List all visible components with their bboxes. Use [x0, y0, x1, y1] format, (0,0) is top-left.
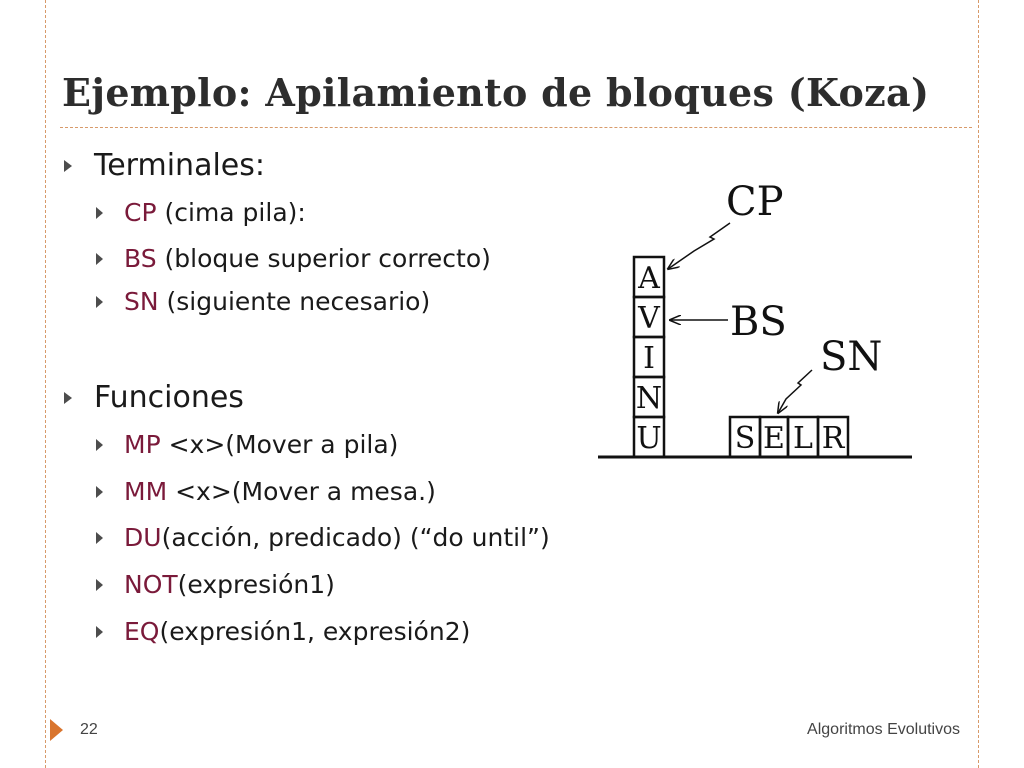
stack-block-label: V: [638, 301, 660, 336]
cp-arrow: [668, 223, 730, 269]
function-keyword: MP: [124, 430, 161, 459]
function-description: <x>(Mover a pila): [160, 430, 399, 459]
bullet-arrow-icon: [96, 486, 103, 498]
terminales-heading-text: Terminales:: [94, 148, 265, 183]
funciones-heading: [94, 380, 244, 415]
stack: [634, 257, 664, 457]
terminal-keyword: SN: [124, 287, 159, 316]
function-description: (expresión1): [177, 570, 335, 599]
terminal-description: (bloque superior correcto): [156, 244, 491, 273]
table-row-blocks: [730, 417, 848, 457]
footer-title: Algoritmos Evolutivos: [807, 721, 960, 738]
terminal-keyword: CP: [124, 198, 157, 227]
bullet-arrow-icon: [96, 296, 103, 308]
stack-block-label: U: [636, 421, 662, 456]
funciones-heading-text: Funciones: [94, 380, 244, 415]
table-block-label: L: [793, 421, 813, 456]
table-block-label: E: [763, 421, 785, 456]
stack-block-label: N: [635, 381, 663, 416]
terminal-description: (siguiente necesario): [158, 287, 431, 316]
function-description: (acción, predicado) (“do until”): [161, 523, 550, 552]
terminal-item-bs: [124, 244, 491, 273]
bullet-arrow-icon: [96, 532, 103, 544]
function-keyword: EQ: [124, 617, 160, 646]
terminales-heading: [94, 148, 265, 183]
bullet-arrow-icon: [96, 439, 103, 451]
function-keyword: NOT: [124, 570, 178, 599]
terminal-description: (cima pila):: [156, 198, 306, 227]
bullet-arrow-icon: [64, 392, 72, 404]
bs-label: BS: [730, 299, 787, 345]
table-block-label: S: [734, 421, 756, 456]
function-item-mp: [124, 430, 398, 459]
page-number: 22: [80, 721, 98, 738]
cp-label: CP: [726, 179, 784, 225]
function-item-du: [124, 523, 550, 552]
function-item-not: [124, 570, 335, 599]
stack-block-label: I: [643, 341, 655, 376]
bullet-arrow-icon: [96, 207, 103, 219]
bullet-arrow-icon: [96, 579, 103, 591]
table-block-label: R: [821, 421, 845, 456]
right-dashed-rule: [978, 0, 979, 768]
sn-label: SN: [820, 334, 883, 380]
function-item-mm: [124, 477, 436, 506]
sn-arrow: [778, 370, 812, 413]
function-item-eq: [124, 617, 470, 646]
function-keyword: DU: [124, 523, 162, 552]
terminal-item-cp: [124, 198, 306, 227]
stack-block-label: A: [638, 261, 660, 296]
bullet-arrow-icon: [96, 626, 103, 638]
footer-triangle-icon: [50, 719, 63, 741]
function-description: (expresión1, expresión2): [159, 617, 471, 646]
function-keyword: MM: [124, 477, 168, 506]
slide-title: Ejemplo: Apilamiento de bloques (Koza): [62, 70, 930, 115]
bullet-arrow-icon: [64, 160, 72, 172]
bullet-arrow-icon: [96, 253, 103, 265]
blocks-diagram: [590, 165, 920, 465]
function-description: <x>(Mover a mesa.): [167, 477, 436, 506]
terminal-item-sn: [124, 287, 430, 316]
terminal-keyword: BS: [124, 244, 157, 273]
